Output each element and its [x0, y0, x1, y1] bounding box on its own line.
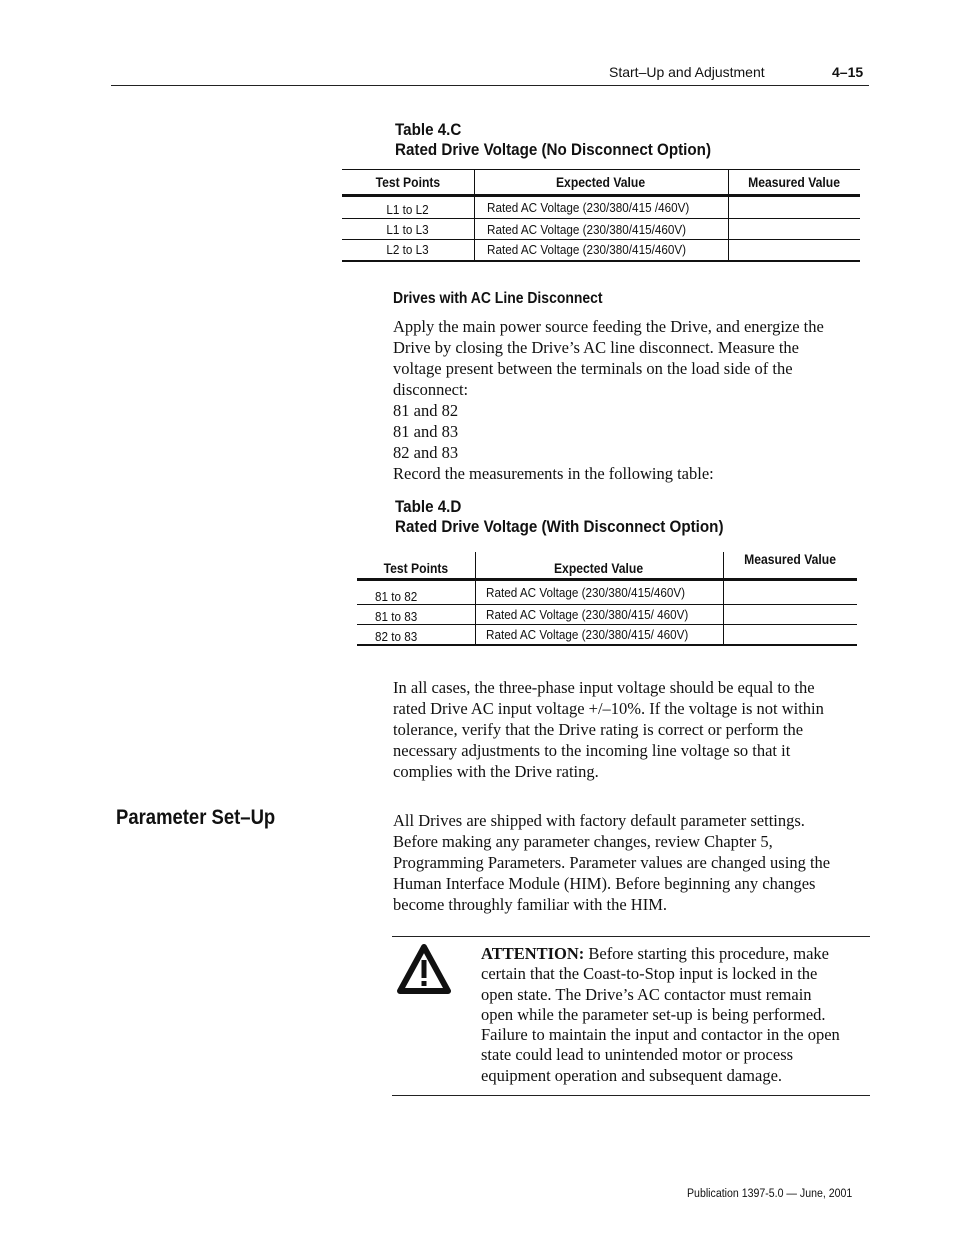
- attention-line: open state. The Drive’s AC contactor must remain: [481, 984, 812, 1004]
- warning-triangle-icon: [397, 944, 451, 994]
- paragraph-line: 81 and 82: [393, 401, 459, 420]
- table-4d-cell-expected: Rated AC Voltage (230/380/415/460V): [475, 579, 723, 604]
- table-4c-header-expected-value: Expected Value: [474, 170, 728, 196]
- table-4d-cell-measured: [723, 604, 857, 624]
- table-4c-cell-test-points: L1 to L3: [342, 219, 474, 240]
- paragraph-line: 81 and 83: [393, 422, 459, 441]
- paragraph-line: tolerance, verify that the Drive rating is correct or perform the: [393, 720, 804, 739]
- page-number: 4–15: [832, 64, 864, 80]
- table-4c-cell-expected: Rated AC Voltage (230/380/415 /460V): [474, 196, 728, 219]
- table-4d-cell-test-points: 82 to 83: [357, 624, 475, 645]
- parameter-setup-heading: Parameter Set–Up: [116, 806, 276, 829]
- attention-label: ATTENTION:: [481, 944, 585, 963]
- table-4d-header-expected-value: Expected Value: [475, 552, 723, 579]
- paragraph-line: Drive by closing the Drive’s AC line disconnect. Measure the: [393, 338, 799, 357]
- paragraph-line: All Drives are shipped with factory default parameter settings.: [393, 811, 805, 830]
- table-4d-header-measured-value: Measured Value: [723, 552, 857, 579]
- table-row: [357, 624, 857, 645]
- attention-line: equipment operation and subsequent damage.: [481, 1065, 783, 1085]
- paragraph-line: rated Drive AC input voltage +/–10%. If the voltage is not within: [393, 699, 824, 718]
- publication-footer: Publication 1397-5.0 — June, 2001: [687, 1188, 853, 1200]
- table-4d-number: Table 4.D: [395, 498, 462, 516]
- table-row: [357, 604, 857, 624]
- table-4c-title: Rated Drive Voltage (No Disconnect Option): [395, 141, 712, 159]
- attention-line: certain that the Coast-to-Stop input is locked in the: [481, 964, 818, 984]
- disconnect-paragraph: [393, 316, 824, 484]
- running-header-section-title: Start–Up and Adjustment: [609, 64, 765, 80]
- table-row: [342, 196, 860, 219]
- table-4d-cell-measured: [723, 624, 857, 645]
- paragraph-line: Record the measurements in the following table:: [393, 464, 714, 483]
- table-4d-cell-test-points: 81 to 83: [357, 604, 475, 624]
- table-4d-cell-expected: Rated AC Voltage (230/380/415/ 460V): [475, 604, 723, 624]
- table-4c-caption: [395, 120, 711, 160]
- attention-top-rule: [392, 936, 870, 937]
- table-4c-cell-measured: [728, 219, 860, 240]
- paragraph-line: 82 and 83: [393, 443, 459, 462]
- paragraph-line: necessary adjustments to the incoming line voltage so that it: [393, 741, 791, 760]
- table-4c-header-test-points: Test Points: [342, 170, 474, 196]
- attention-first-line: Before starting this procedure, make: [584, 944, 829, 963]
- disconnect-subheading: Drives with AC Line Disconnect: [393, 290, 603, 307]
- table-4d-cell-test-points: 81 to 82: [357, 579, 475, 604]
- table-4d-header-test-points: Test Points: [357, 552, 475, 579]
- attention-line: open while the parameter set-up is being performed.: [481, 1004, 826, 1024]
- header-rule: [111, 85, 869, 86]
- table-4c-cell-expected: Rated AC Voltage (230/380/415/460V): [474, 240, 728, 261]
- table-4c-cell-test-points: L1 to L2: [342, 196, 474, 219]
- attention-line: state could lead to unintended motor or process: [481, 1045, 794, 1065]
- parameter-setup-paragraph: [393, 810, 830, 915]
- paragraph-line: Before making any parameter changes, review Chapter 5,: [393, 832, 773, 851]
- attention-text: [481, 944, 840, 1086]
- table-row: [342, 240, 860, 261]
- table-4d-cell-measured: [723, 579, 857, 604]
- table-4d-cell-expected: Rated AC Voltage (230/380/415/ 460V): [475, 624, 723, 645]
- paragraph-line: Human Interface Module (HIM). Before beginning any changes: [393, 874, 816, 893]
- table-4d-title: Rated Drive Voltage (With Disconnect Option): [395, 518, 724, 536]
- table-4c: [342, 169, 860, 262]
- table-4c-number: Table 4.C: [395, 121, 462, 139]
- attention-bottom-rule: [392, 1095, 870, 1096]
- table-4c-cell-measured: [728, 196, 860, 219]
- paragraph-line: Apply the main power source feeding the Drive, and energize the: [393, 317, 824, 336]
- table-4c-cell-measured: [728, 240, 860, 261]
- paragraph-line: disconnect:: [393, 380, 469, 399]
- table-row: [357, 579, 857, 604]
- table-4d: [357, 552, 857, 646]
- tolerance-paragraph: [393, 677, 824, 782]
- attention-line: Failure to maintain the input and contactor in the open: [481, 1025, 840, 1045]
- table-4c-header-measured-value: Measured Value: [728, 170, 860, 196]
- table-4d-caption: [395, 497, 724, 537]
- paragraph-line: voltage present between the terminals on the load side of the: [393, 359, 793, 378]
- table-4c-cell-test-points: L2 to L3: [342, 240, 474, 261]
- paragraph-line: become throughly familiar with the HIM.: [393, 895, 668, 914]
- table-4c-cell-expected: Rated AC Voltage (230/380/415/460V): [474, 219, 728, 240]
- paragraph-line: complies with the Drive rating.: [393, 762, 599, 781]
- paragraph-line: In all cases, the three-phase input voltage should be equal to the: [393, 678, 815, 697]
- table-row: [342, 219, 860, 240]
- paragraph-line: Programming Parameters. Parameter values are changed using the: [393, 853, 831, 872]
